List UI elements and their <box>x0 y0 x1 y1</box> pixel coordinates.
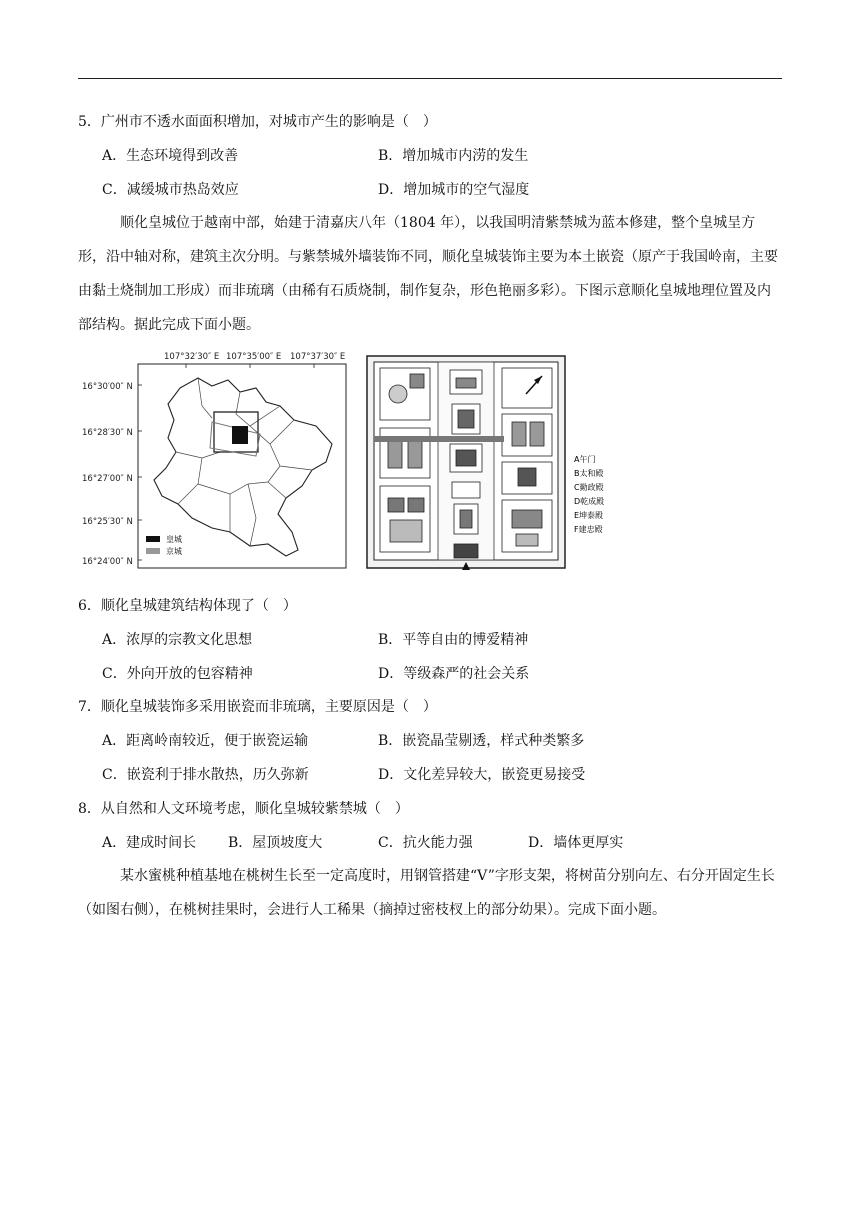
q7-option-a: A．距离岭南较近，便于嵌瓷运输 <box>102 733 309 749</box>
passage-peach-orchard: 某水蜜桃种植基地在桃树生长至一定高度时，用钢管搭建“V”字形支架，将树苗分别向左、右分开固定生长（如图右侧），在桃树挂果时，会进行人工稀果（摘掉过密枝杈上的部分幼果）。完成下面小题。 <box>78 868 775 918</box>
q5-option-a: A．生态环境得到改善 <box>102 148 239 164</box>
passage-hue-citadel: 顺化皇城位于越南中部，始建于清嘉庆八年（1804 年），以我国明清紫禁城为蓝本修建，整个皇城呈方形，沿中轴对称，建筑主次分明。与紫禁城外墙装饰不同，顺化皇城装饰主要为本土嵌瓷（原产于我国岭南，主要由黏土烧制加工形成）而非琉璃（由稀有石质烧制，制作复杂，形色艳丽多彩）。下图示意顺化皇城地理位置及内部结构。据此完成下面小题。 <box>78 215 778 333</box>
plan-legend-f: F建忠殿 <box>574 525 603 534</box>
lon-label-3: 107°37′30″ E <box>290 352 346 362</box>
plan-legend-c: C勤政殿 <box>574 483 604 492</box>
legend-imperial: 皇城 <box>166 535 182 544</box>
plan-legend-a: A午门 <box>574 455 596 464</box>
q5-option-d: D．增加城市的空气湿度 <box>378 182 530 198</box>
q5-option-b: B．增加城市内涝的发生 <box>378 148 529 164</box>
q7-option-c: C．嵌瓷利于排水散热，历久弥新 <box>102 767 309 783</box>
plan-legend-b: B太和殿 <box>574 469 604 478</box>
lat-label-3: 16°27′00″ N <box>82 474 133 484</box>
q7-option-b: B．嵌瓷晶莹剔透，样式种类繁多 <box>378 733 585 749</box>
location-map <box>80 348 350 572</box>
lon-label-1: 107°32′30″ E <box>164 352 220 362</box>
lat-label-5: 16°24′00″ N <box>82 557 133 567</box>
q6-option-d: D．等级森严的社会关系 <box>378 666 530 682</box>
q8-option-c: C．抗火能力强 <box>378 835 473 851</box>
lat-label-4: 16°25′30″ N <box>82 517 133 527</box>
q8-option-d: D．墙体更厚实 <box>528 835 624 851</box>
plan-legend-e: E坤泰殿 <box>574 511 604 520</box>
header-rule <box>78 78 782 79</box>
lon-label-2: 107°35′00″ E <box>226 352 282 362</box>
q7-option-d: D．文化差异较大，嵌瓷更易接受 <box>378 767 586 783</box>
q6-option-a: A．浓厚的宗教文化思想 <box>102 632 253 648</box>
legend-capital: 京城 <box>166 547 182 556</box>
plan-legend-d: D乾成殿 <box>574 497 605 506</box>
q6-option-c: C．外向开放的包容精神 <box>102 666 253 682</box>
q7-stem: 7．顺化皇城装饰多采用嵌瓷而非琉璃，主要原因是（ ） <box>78 699 437 715</box>
lat-label-2: 16°28′30″ N <box>82 428 133 438</box>
q8-option-a: A．建成时间长 <box>102 835 197 851</box>
lat-label-1: 16°30′00″ N <box>82 382 133 392</box>
q6-option-b: B．平等自由的博爱精神 <box>378 632 529 648</box>
q5-option-c: C．减缓城市热岛效应 <box>102 182 239 198</box>
imperial-city-plan <box>366 348 616 572</box>
q8-option-b: B．屋顶坡度大 <box>228 835 323 851</box>
q8-stem: 8．从自然和人文环境考虑，顺化皇城较紫禁城（ ） <box>78 801 409 817</box>
q6-stem: 6．顺化皇城建筑结构体现了（ ） <box>78 598 297 614</box>
q5-stem: 5．广州市不透水面面积增加，对城市产生的影响是（ ） <box>78 114 437 130</box>
